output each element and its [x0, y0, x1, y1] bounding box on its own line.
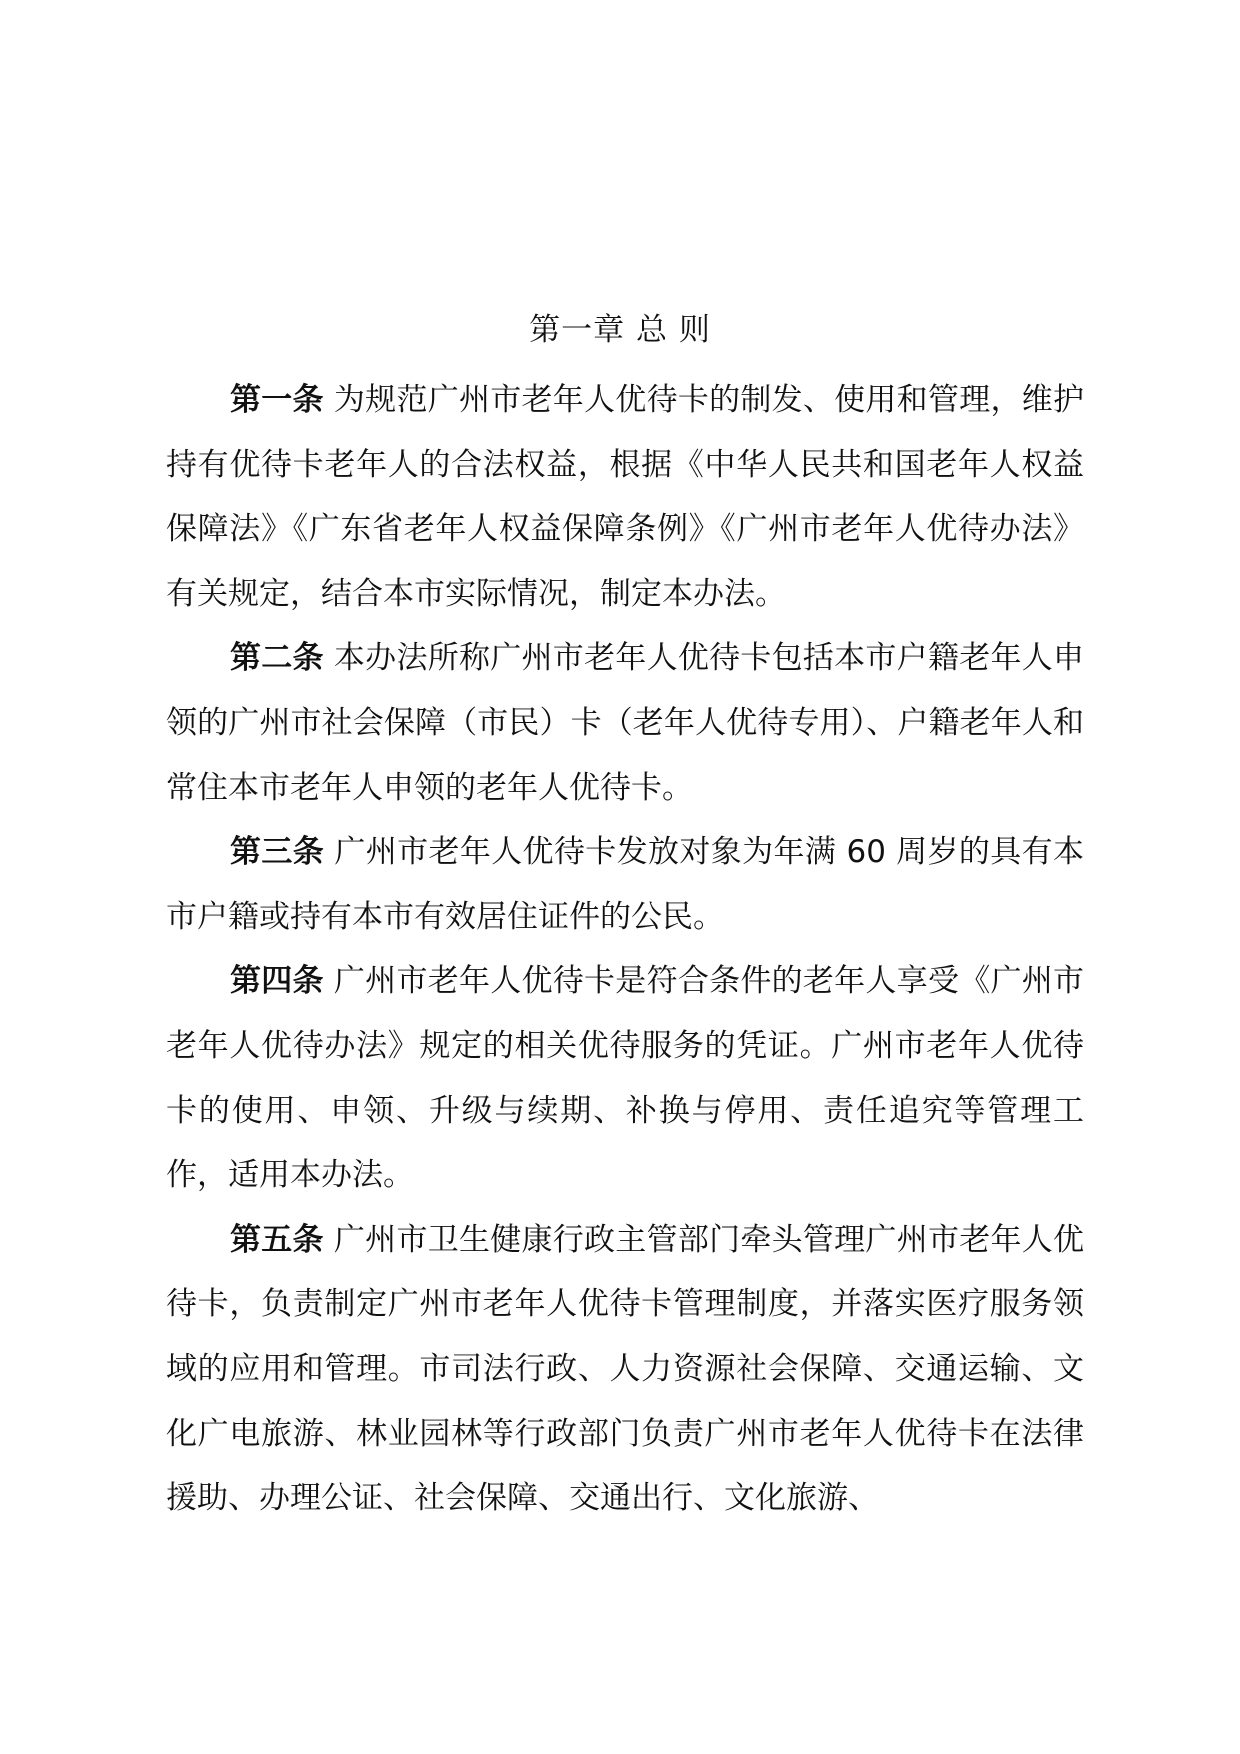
article-number: 第二条: [230, 640, 324, 677]
article-number: 第三条: [230, 834, 325, 871]
article-text: 广州市卫生健康行政主管部门牵头管理广州市老年人优待卡，负责制定广州市老年人优待卡管理制度，并落实医疗服务领域的应用和管理。市司法行政、人力资源社会保障、交通运输、文化广电旅游、林业园林等行政部门负责广州市老年人优待卡在法律援助、办理公证、社会保障、交通出行、文化旅游、: [166, 1221, 1085, 1517]
article-2: [166, 626, 1084, 820]
article-number: 第五条: [230, 1221, 324, 1258]
article-number: 第四条: [230, 963, 324, 1000]
document-body: [166, 368, 1084, 1531]
article-5: [166, 1208, 1084, 1531]
article-1: [166, 368, 1084, 626]
article-text: 广州市老年人优待卡发放对象为年满 60 周岁的具有本市户籍或持有本市有效居住证件的公民。: [166, 834, 1085, 935]
chapter-title: 第一章 总 则: [529, 312, 711, 348]
article-number: 第一条: [230, 382, 324, 418]
article-4: [166, 949, 1084, 1207]
article-text: 本办法所称广州市老年人优待卡包括本市户籍老年人申领的广州市社会保障（市民）卡（老年人优待专用）、户籍老年人和常住本市老年人申领的老年人优待卡。: [166, 640, 1085, 806]
article-text: 为规范广州市老年人优待卡的制发、使用和管理，维护持有优待卡老年人的合法权益，根据《中华人民共和国老年人权益保障法》《广东省老年人权益保障条例》《广州市老年人优待办法》有关规定，结合本市实际情况，制定本办法。: [166, 382, 1085, 612]
article-text: 广州市老年人优待卡是符合条件的老年人享受《广州市老年人优待办法》规定的相关优待服务的凭证。广州市老年人优待卡的使用、申领、升级与续期、补换与停用、责任追究等管理工作，适用本办法。: [166, 963, 1085, 1194]
article-3: [166, 820, 1084, 949]
